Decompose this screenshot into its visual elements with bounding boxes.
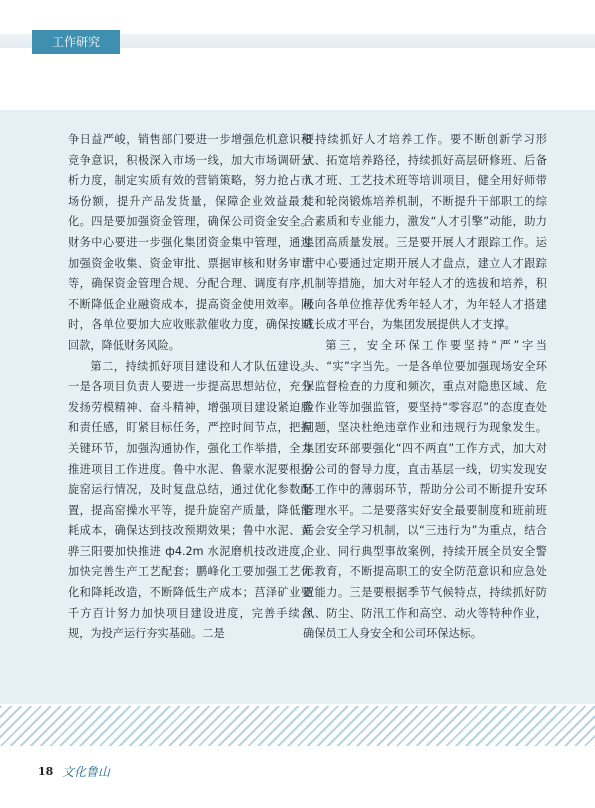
page-header xyxy=(0,0,595,110)
left-column xyxy=(68,130,312,645)
page-number: 18 xyxy=(38,765,54,778)
section-tag: 工作研究 xyxy=(32,30,120,54)
paragraph: 第二，持续抓好项目建设和人才队伍建设。一是各项目负责人要进一步提高思想站位，充分发扬劳模精神、奋斗精神，增强项目建设紧迫感和责任感，盯紧目标任务，严控时间节点，把握关键环节，加强沟通协作，强化工作举措，全力推进项目工作进度。鲁中水泥、鲁蒙水泥要根据旋窑运行情况，及时复盘总结，通过优化参数配置，提高窑操水平等，提升旋窑产质量，降低能耗成本，确保达到技改预期效果；鲁中水泥、黄骅三阳要加快推进 ф4.2m 水泥磨机技改进度，加快完善生产工艺配套；鹏峰化工要加强工艺优化和降耗改造，不断降低生产成本；莒泽矿业要千方百计努力加快项目建设进度，完善手续合规，为投产运行夯实基础。二是 xyxy=(68,359,312,641)
paragraph: 第三，安全环保工作要坚持“严”字当头、“实”字当先。一是各单位要加强现场安全环保监督检查的力度和频次，重点对隐患区域、危险作业等加强监管，要坚持“零容忍”的态度查处问题，坚决杜绝违章作业和违规行为现象发生。集团安环部要强化“四不两直”工作方式，加大对分公司的督导力度，直击基层一线，切实发现安环工作中的薄弱环节，帮助分公司不断提升安环管理水平。二是要落实好安全最要制度和班前班后会安全学习机制，以“三违行为”为重点，结合企业、同行典型事故案例，持续开展全员安全警示教育，不断提高职工的安全防范意识和应急处置能力。三是要根据季节气候特点，持续抓好防风、防尘、防汛工作和高空、动火等特种作业，确保员工人身安全和公司环保达标。 xyxy=(303,338,547,641)
decorative-hatch-band xyxy=(0,706,595,746)
paragraph: 争日益严峻，销售部门要进一步增强危机意识和竞争意识，积极深入市场一线，加大市场调研分析力度，制定实质有效的营销策略，努力抢占市场份额，提升产品发货量，保障企业效益最大化。四是要加强资金管理，确保公司资金安全。财务中心要进一步强化集团资金集中管理，通过加强资金收集、资金审批、票据审核和财务审计等，确保资金管理合规、分配合理、调度有序，不断降低企业融资成本，提高资金使用效率。同时，各单位要加大应收账款催收力度，确保按期回款，降低财务风险。 xyxy=(68,133,312,352)
right-column xyxy=(303,130,547,645)
paragraph: 要持续抓好人才培养工作。要不断创新学习形式、拓宽培养路径，持续抓好高层研修班、后备人才班、工艺技术班等培训项目，健全用好师带徒和轮岗锻炼培养机制，不断提升干部职工的综合素质和专业能力，激发“人才引擎”动能，助力集团高质量发展。三是要开展人才跟踪工作。运营中心要通过定期开展人才盘点，建立人才跟踪机制等措施，加大对年轻人才的选拔和培养，积极向各单位推荐优秀年轻人才，为年轻人才搭建成长成才平台，为集团发展提供人才支撑。 xyxy=(303,133,547,332)
magazine-logo: 文化鲁山 xyxy=(62,765,111,779)
